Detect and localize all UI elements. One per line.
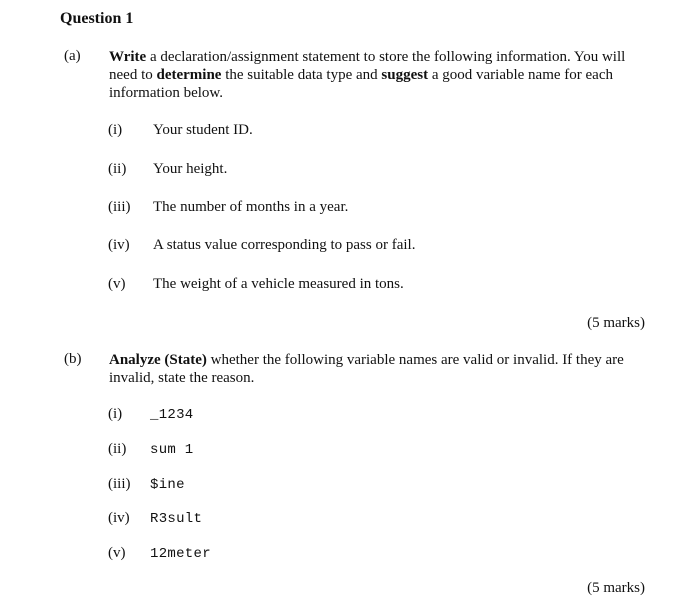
part-b-marks: (5 marks)	[587, 580, 645, 596]
item-text: Your student ID.	[153, 122, 253, 138]
variable-name-code: R3sult	[150, 511, 203, 527]
variable-name-code: sum 1	[150, 442, 194, 458]
item-number: (i)	[108, 122, 123, 138]
instruction-text-1: a declaration/assignment statement to store the following information. You will need to	[109, 49, 626, 83]
part-b-label: (b)	[64, 351, 82, 367]
instruction-text-3: a good variable name for each information below.	[109, 67, 614, 101]
part-a-marks: (5 marks)	[587, 315, 645, 331]
instruction-text: whether the following variable names are valid or invalid. If they are invalid, state the reason.	[109, 352, 624, 386]
item-number: (iv)	[108, 510, 130, 526]
keyword-analyze: Analyze (State)	[109, 352, 207, 368]
variable-name-code: _1234	[150, 407, 194, 423]
item-text: A status value corresponding to pass or fail.	[153, 237, 416, 253]
item-number: (ii)	[108, 441, 127, 457]
question-title: Question 1	[60, 10, 134, 27]
keyword-write: Write	[109, 49, 147, 65]
part-b-instructions	[109, 351, 649, 387]
part-a-instructions	[109, 48, 649, 102]
item-text: Your height.	[153, 161, 228, 177]
variable-name-code: $ine	[150, 477, 185, 493]
item-text: The number of months in a year.	[153, 199, 349, 215]
variable-name-code: 12meter	[150, 546, 211, 562]
instruction-text-2: the suitable data type and	[221, 67, 382, 83]
part-a-label: (a)	[64, 48, 81, 64]
item-number: (i)	[108, 406, 123, 422]
item-number: (v)	[108, 276, 126, 292]
item-number: (iii)	[108, 476, 131, 492]
item-text: The weight of a vehicle measured in tons.	[153, 276, 404, 292]
item-number: (ii)	[108, 161, 127, 177]
item-number: (iii)	[108, 199, 131, 215]
item-number: (v)	[108, 545, 126, 561]
keyword-determine: determine	[156, 67, 222, 83]
item-number: (iv)	[108, 237, 130, 253]
keyword-suggest: suggest	[381, 67, 429, 83]
